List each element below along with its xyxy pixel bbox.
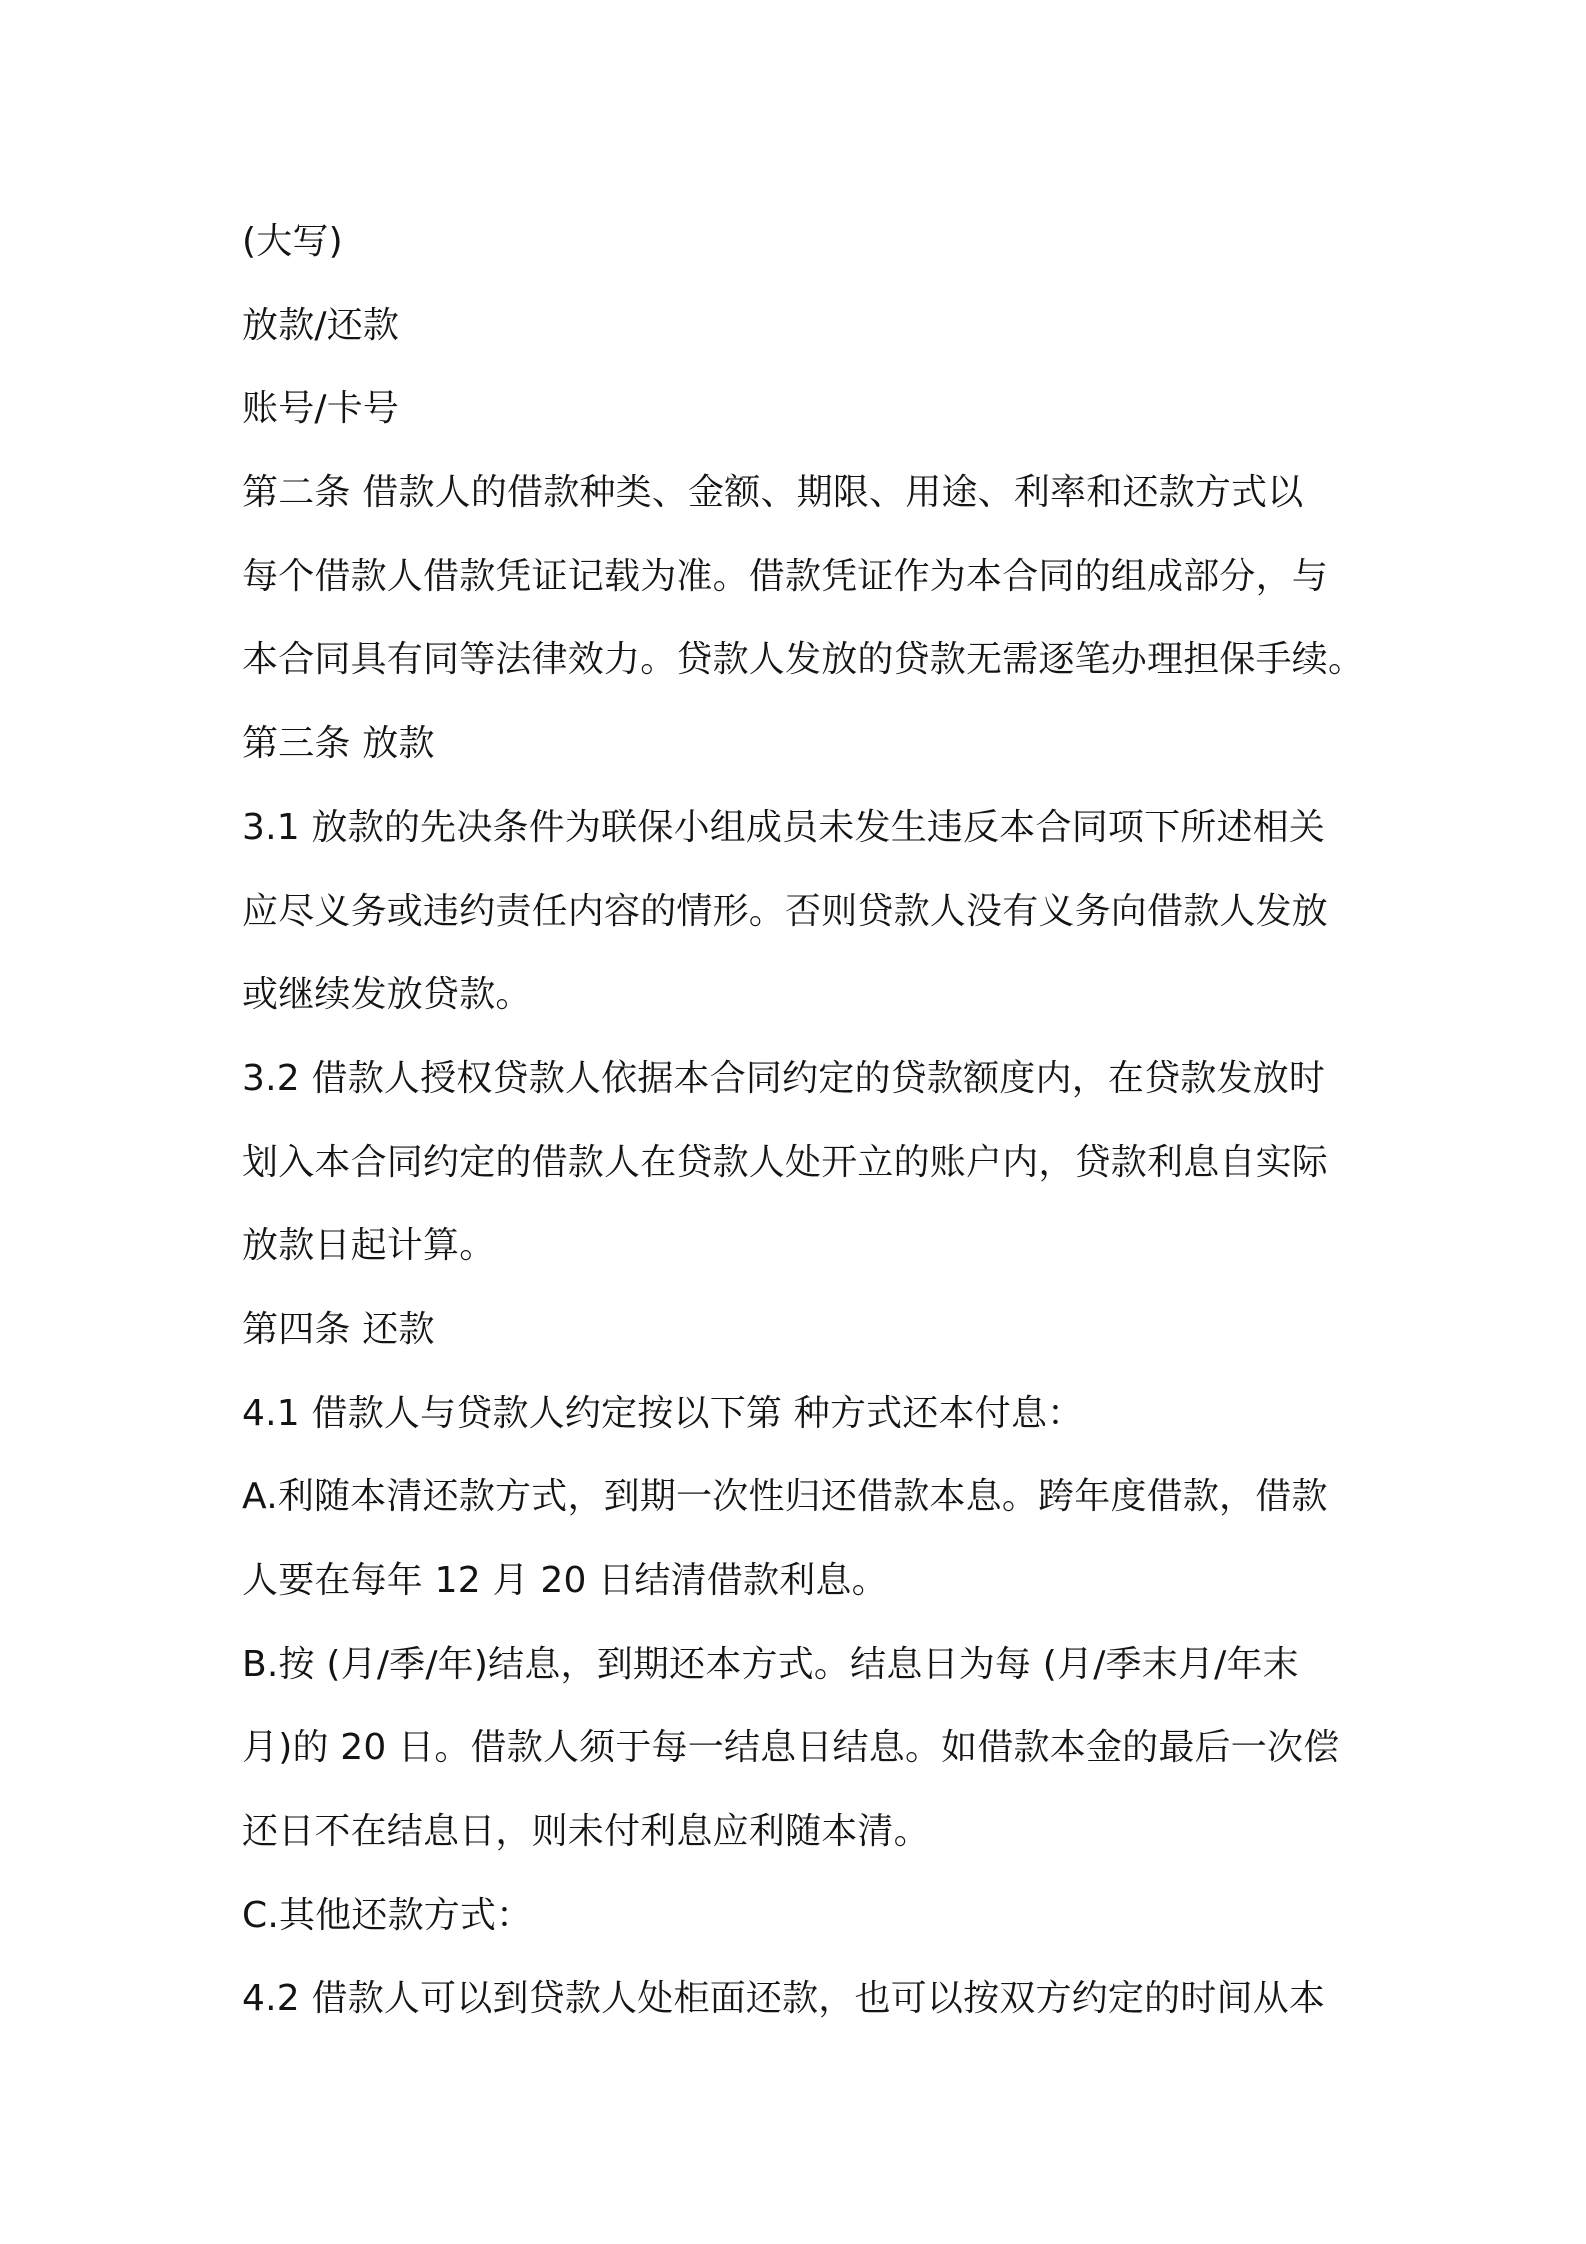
- article-4-heading: 第四条 还款: [242, 1308, 435, 1350]
- option-b-line: 月)的 20 日。借款人须于每一结息日结息。如借款本金的最后一次偿: [242, 1727, 1340, 1769]
- article-2-heading-line: 第二条 借款人的借款种类、金额、期限、用途、利率和还款方式以: [242, 472, 1304, 514]
- clause-3-2-line: 划入本合同约定的借款人在贷款人处开立的账户内，贷款利息自实际: [242, 1141, 1329, 1183]
- option-b-line: 还日不在结息日，则未付利息应利随本清。: [242, 1811, 930, 1853]
- clause-4-2-line: 4.2 借款人可以到贷款人处柜面还款，也可以按双方约定的时间从本: [242, 1978, 1326, 2020]
- clause-3-2-line: 放款日起计算。: [242, 1225, 496, 1267]
- clause-3-1-line: 应尽义务或违约责任内容的情形。否则贷款人没有义务向借款人发放: [242, 890, 1329, 932]
- text-line-account-card: 账号/卡号: [242, 388, 400, 430]
- article-3-heading: 第三条 放款: [242, 723, 435, 765]
- text-line-amount-uppercase: (大写): [242, 221, 343, 262]
- clause-4-1-line: 4.1 借款人与贷款人约定按以下第 种方式还本付息：: [242, 1392, 1084, 1434]
- text-line-disburse-repay: 放款/还款: [242, 304, 400, 346]
- article-2-line: 每个借款人借款凭证记载为准。借款凭证作为本合同的组成部分，与: [242, 555, 1329, 597]
- option-c-line: C.其他还款方式：: [242, 1894, 533, 1936]
- clause-3-1-line: 3.1 放款的先决条件为联保小组成员未发生违反本合同项下所述相关: [242, 806, 1326, 848]
- clause-3-2-line: 3.2 借款人授权贷款人依据本合同约定的贷款额度内，在贷款发放时: [242, 1057, 1326, 1099]
- option-b-line: B.按 (月/季/年)结息，到期还本方式。结息日为每 (月/季末月/年末: [242, 1643, 1299, 1685]
- clause-3-1-line: 或继续发放贷款。: [242, 974, 532, 1016]
- contract-text-body: [242, 200, 1372, 2041]
- option-a-line: 人要在每年 12 月 20 日结清借款利息。: [242, 1560, 888, 1601]
- article-2-line: 本合同具有同等法律效力。贷款人发放的贷款无需逐笔办理担保手续。: [242, 639, 1365, 681]
- option-a-line: A.利随本清还款方式，到期一次性归还借款本息。跨年度借款，借款: [242, 1476, 1328, 1518]
